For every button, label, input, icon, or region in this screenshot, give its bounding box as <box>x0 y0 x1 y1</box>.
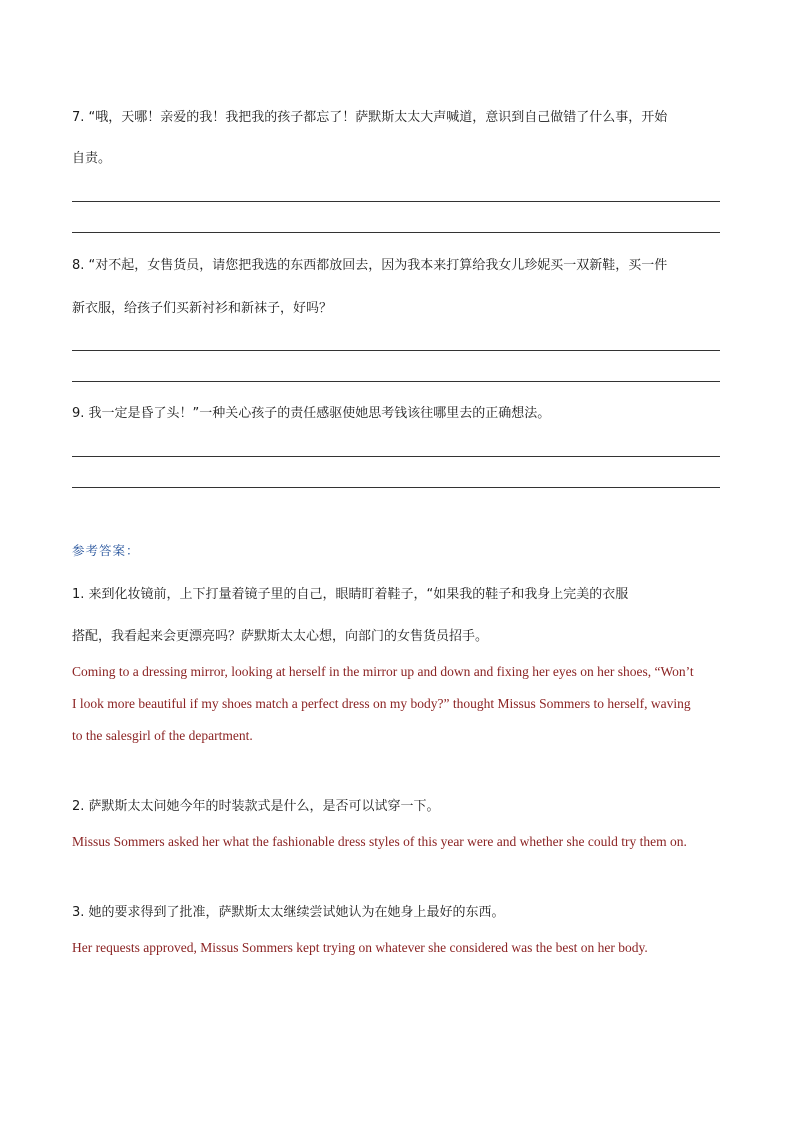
question-9-line-1: 9. 我一定是昏了头！”一种关心孩子的责任感驱使她思考钱该往哪里去的正确想法。 <box>72 406 551 421</box>
answer-1-chinese-line-1: 1. 来到化妆镜前，上下打量着镜子里的自己，眼睛盯着鞋子，“如果我的鞋子和我身上完美的衣服 <box>72 587 629 602</box>
answer-3-chinese: 3. 她的要求得到了批准，萨默斯太太继续尝试她认为在她身上最好的东西。 <box>72 905 505 920</box>
answer-blank-line <box>72 201 720 202</box>
answer-blank-line <box>72 487 720 488</box>
question-7-line-1: 7. “哦，天哪！亲爱的我！我把我的孩子都忘了！萨默斯太太大声喊道，意识到自己做错了什么事，开始 <box>72 110 668 125</box>
question-7-line-2: 自责。 <box>72 151 112 166</box>
answer-blank-line <box>72 232 720 233</box>
answer-1-english-line-2: I look more beautiful if my shoes match a perfect dress on my body?” thought Missus Sommers to herself, waving <box>72 696 691 711</box>
answer-blank-line <box>72 350 720 351</box>
answer-1-chinese-line-2: 搭配，我看起来会更漂亮吗？萨默斯太太心想，向部门的女售货员招手。 <box>72 629 489 644</box>
answer-3-english: Her requests approved, Missus Sommers kept trying on whatever she considered was the best on her body. <box>72 940 648 955</box>
answer-2-chinese: 2. 萨默斯太太问她今年的时装款式是什么，是否可以试穿一下。 <box>72 799 440 814</box>
question-8-line-1: 8. “对不起，女售货员，请您把我选的东西都放回去，因为我本来打算给我女儿珍妮买一双新鞋，买一件 <box>72 258 668 273</box>
answer-2-english: Missus Sommers asked her what the fashionable dress styles of this year were and whether she could try them on. <box>72 834 687 849</box>
reference-answers-heading: 参考答案： <box>72 543 140 558</box>
answer-blank-line <box>72 456 720 457</box>
answer-1-english-line-1: Coming to a dressing mirror, looking at herself in the mirror up and down and fixing her eyes on her shoes, “Won’t <box>72 664 694 679</box>
answer-1-english-line-3: to the salesgirl of the department. <box>72 728 253 743</box>
question-8-line-2: 新衣服，给孩子们买新衬衫和新袜子，好吗？ <box>72 301 333 316</box>
answer-blank-line <box>72 381 720 382</box>
